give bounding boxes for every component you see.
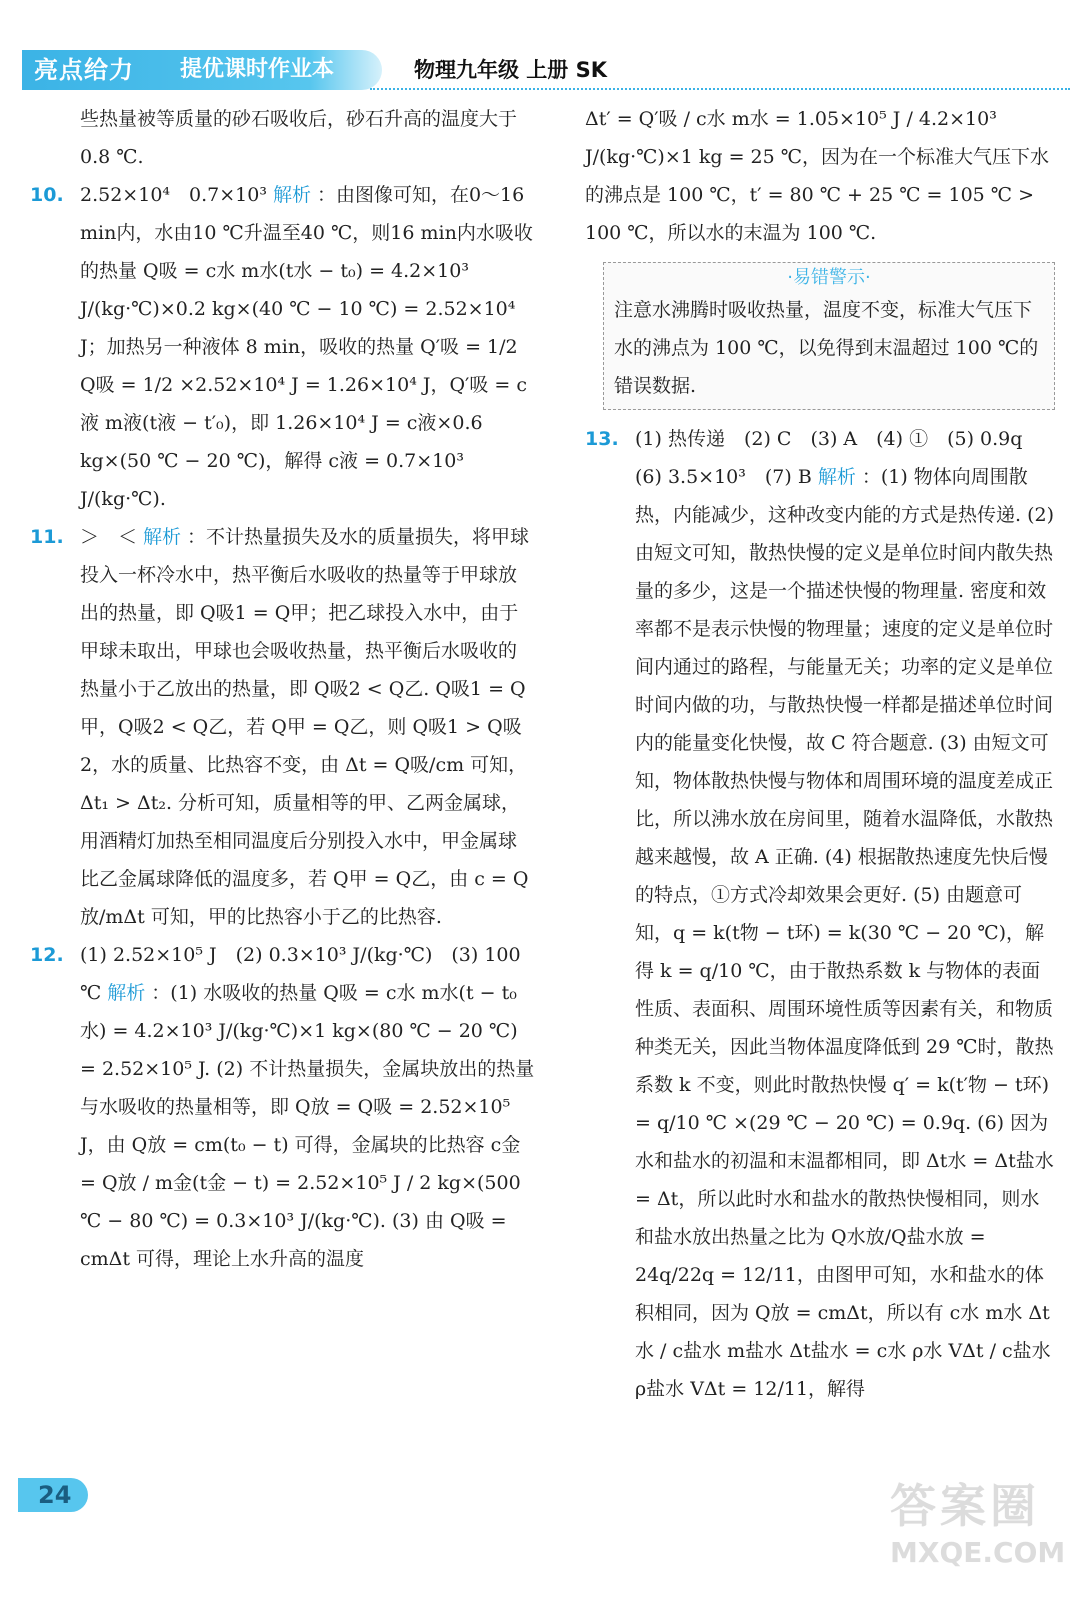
right-column: [585, 100, 1055, 1408]
page-header: [0, 50, 1083, 90]
analysis-text: ：(1) 物体向周围散热，内能减少，这种改变内能的方式是热传递. (2) 由短文可知，散热快慢的定义是单位时间内散失热量的多少，这是一个描述快慢的物理量. 密度和效率都不是表示快慢的物理量；速度的定义是单位时间内通过的路程，与能量无关；功率的定义是单位时间内做的功，与散热快慢一样都是描述单位时间内的能量变化快慢，故 C 符合题意. (3) 由短文可知，物体散热快慢与物体和周围环境的温度差成正比，所以沸水放在房间里，随着水温降低，水散热越来越慢，故 A 正确. (4) 根据散热速度先快后慢的特点，①方式冷却效果会更好. (5) 由题意可知，q = k(t物 − t环) = k(30 ℃ − 20 ℃)，解得 k = q/10 ℃，由于散热系数 k 与物体的表面性质、表面积、周围环境性质等因素有关，和物质种类无关，因此当物体温度降低到 29 ℃时，散热系数 k 不变，则此时散热快慢 q′ = k(t′物 − t环) = q/10 ℃ ×(29 ℃ − 20 ℃) = 0.9q. (6) 因为水和盐水的初温和末温都相同，即 Δt水 = Δt盐水 = Δt，所以此时水和盐水的散热快慢相同，则水和盐水放出热量之比为 Q水放/Q盐水放 = 24q/22q = 12/11，由图甲可知，水和盐水的体积相同，因为 Q放 = cmΔt，所以有 c水 m水 Δt水 / c盐水 m盐水 Δt盐水 = c水 ρ水 VΔt / c盐水 ρ盐水 VΔt = 12/11，解得: [635, 466, 1054, 1400]
question-number: 10.: [30, 184, 64, 206]
analysis-label: 解析: [272, 184, 311, 206]
answer-text: (1) 2.52×10⁵ J (2) 0.3×10³ J/(kg·℃) (3) 100 ℃: [80, 944, 521, 1004]
analysis-text: ：(1) 水吸收的热量 Q吸 = c水 m水(t − t₀水) = 4.2×10³ J/(kg·℃)×1 kg×(80 ℃ − 20 ℃) = 2.52×10⁵ J. (2) 不计热量损失，金属块放出的热量与水吸收的热量相等，即 Q放 = Q吸 = 2.52×10⁵ J，由 Q放 = cm(t₀ − t) 可得，金属块的比热容 c金 = Q放 / m金(t金 − t) = 2.52×10⁵ J / 2 kg×(500 ℃ − 80 ℃) = 0.3×10³ J/(kg·℃). (3) 由 Q吸 = cmΔt 可得，理论上水升高的温度: [80, 982, 535, 1270]
brand-title: 亮点给力: [34, 56, 134, 84]
question-number: 13.: [585, 428, 619, 450]
watermark-logo: [890, 1470, 1070, 1580]
error-warning-box: [603, 262, 1055, 410]
question-11: [30, 518, 535, 936]
question-number: 11.: [30, 526, 64, 548]
analysis-text: ：由图像可知，在0～16 min内，水由10 ℃升温至40 ℃，则16 min内水吸收的热量 Q吸 = c水 m水(t水 − t₀) = 4.2×10³ J/(kg·℃)×0.2 kg×(40 ℃ − 10 ℃) = 2.52×10⁴ J；加热另一种液体 8 min，吸收的热量 Q′吸 = 1/2 Q吸 = 1/2 ×2.52×10⁴ J = 1.26×10⁴ J，Q′吸 = c液 m液(t液 − t′₀)，即 1.26×10⁴ J = c液×0.6 kg×(50 ℃ − 20 ℃)，解得 c液 = 0.7×10³ J/(kg·℃).: [80, 184, 533, 510]
warning-text: 注意水沸腾时吸收热量，温度不变，标准大气压下水的沸点为 100 ℃，以免得到末温超过 100 ℃的错误数据.: [614, 299, 1039, 397]
intro-text: 些热量被等质量的砂石吸收后，砂石升高的温度大于 0.8 ℃.: [80, 108, 518, 168]
analysis-label: 解析: [107, 982, 146, 1004]
question-10: [30, 176, 535, 518]
left-column: [30, 100, 535, 1278]
question-number: 12.: [30, 944, 64, 966]
watermark-line1: 答案圈: [890, 1479, 1040, 1533]
question-13: [585, 420, 1055, 1408]
answer-text: 2.52×10⁴ 0.7×10³: [80, 184, 267, 206]
answer-text: (1) 热传递 (2) C (3) A (4) ① (5) 0.9q (6) 3.5×10³ (7) B: [635, 428, 1042, 488]
header-divider: [370, 88, 1070, 90]
analysis-text: ：不计热量损失及水的质量损失，将甲球投入一杯冷水中，热平衡后水吸收的热量等于甲球放出的热量，即 Q吸1 = Q甲；把乙球投入水中，由于甲球未取出，甲球也会吸收热量，热平衡后水吸收的热量小于乙放出的热量，即 Q吸2 < Q乙. Q吸1 = Q甲，Q吸2 < Q乙，若 Q甲 = Q乙，则 Q吸1 > Q吸2，水的质量、比热容不变，由 Δt = Q吸/cm 可知，Δt₁ > Δt₂. 分析可知，质量相等的甲、乙两金属球，用酒精灯加热至相同温度后分别投入水中，甲金属球比乙金属球降低的温度多，若 Q甲 = Q乙，由 c = Q放/mΔt 可知，甲的比热容小于乙的比热容.: [80, 526, 530, 928]
continuation-text: Δt′ = Q′吸 / c水 m水 = 1.05×10⁵ J / 4.2×10³ J/(kg·℃)×1 kg = 25 ℃，因为在一个标准大气压下水的沸点是 100 ℃，t′ = 80 ℃ + 25 ℃ = 105 ℃ > 100 ℃，所以水的末温为 100 ℃.: [585, 108, 1050, 244]
watermark-line2: MXQE.COM: [890, 1536, 1066, 1569]
subject-label: 物理九年级 上册 SK: [414, 58, 608, 82]
question-12: [30, 936, 535, 1278]
analysis-label: 解析: [143, 526, 182, 548]
analysis-label: 解析: [817, 466, 856, 488]
book-title: 提优课时作业本: [180, 57, 335, 82]
warning-title: ·易错警示·: [787, 267, 871, 288]
answer-text: ＞ ＜: [80, 526, 138, 548]
page-number: 24: [18, 1478, 88, 1512]
